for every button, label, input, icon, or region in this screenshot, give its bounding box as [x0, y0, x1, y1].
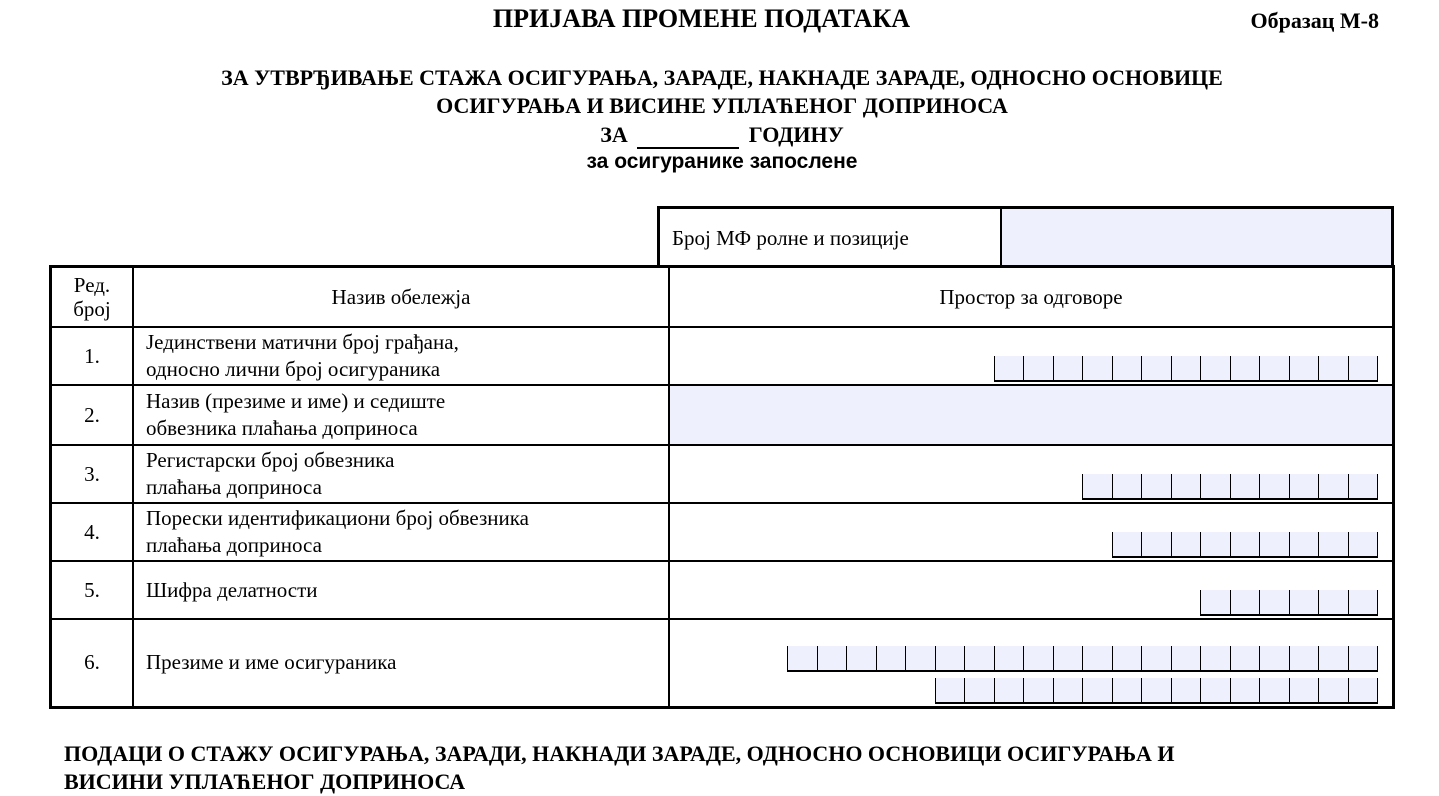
- char-box[interactable]: [965, 678, 995, 704]
- char-box[interactable]: [1113, 678, 1143, 704]
- subtitle-line-1: ЗА УТВРЂИВАЊЕ СТАЖА ОСИГУРАЊА, ЗАРАДЕ, НАКНАДЕ ЗАРАДЕ, ОДНОСНО ОСНОВИЦЕ: [221, 65, 1223, 90]
- char-box[interactable]: [1260, 474, 1290, 500]
- activity-code-input[interactable]: [1200, 590, 1378, 616]
- char-box[interactable]: [1024, 356, 1054, 382]
- char-box[interactable]: [847, 646, 877, 672]
- char-box[interactable]: [906, 646, 936, 672]
- char-box[interactable]: [1172, 678, 1202, 704]
- year-line: [0, 121, 1439, 149]
- char-box[interactable]: [1290, 678, 1320, 704]
- char-box[interactable]: [1024, 646, 1054, 672]
- char-box[interactable]: [1260, 678, 1290, 704]
- header-row-number: [51, 267, 134, 328]
- tax-id-input[interactable]: [1112, 532, 1379, 558]
- char-box[interactable]: [1172, 646, 1202, 672]
- row-label-line2: односно лични број осигураника: [146, 357, 441, 381]
- char-box[interactable]: [1290, 646, 1320, 672]
- table-row: [51, 327, 1394, 385]
- char-box[interactable]: [1349, 678, 1379, 704]
- char-box[interactable]: [1319, 678, 1349, 704]
- char-box[interactable]: [1349, 646, 1379, 672]
- row-number: 5.: [51, 561, 134, 619]
- char-box[interactable]: [818, 646, 848, 672]
- payer-name-input[interactable]: [669, 385, 1394, 445]
- table-row: [51, 445, 1394, 503]
- year-suffix: ГОДИНУ: [748, 122, 844, 147]
- year-prefix: ЗА: [600, 122, 628, 147]
- char-box[interactable]: [1201, 474, 1231, 500]
- row-number: 6.: [51, 619, 134, 707]
- row-label-line1: Регистарски број обвезника: [146, 448, 395, 472]
- char-box[interactable]: [1142, 474, 1172, 500]
- mf-roll-box: [657, 206, 1394, 266]
- row-label: [133, 385, 669, 445]
- char-box[interactable]: [1054, 646, 1084, 672]
- char-box[interactable]: [1054, 356, 1084, 382]
- answer-cell: [669, 619, 1394, 707]
- char-box[interactable]: [1201, 356, 1231, 382]
- char-box[interactable]: [1349, 532, 1379, 558]
- char-box[interactable]: [1290, 356, 1320, 382]
- char-box[interactable]: [1024, 678, 1054, 704]
- char-box[interactable]: [877, 646, 907, 672]
- year-input[interactable]: [637, 125, 739, 149]
- char-box[interactable]: [788, 646, 818, 672]
- row-label: [133, 327, 669, 385]
- table-row: [51, 385, 1394, 445]
- char-box[interactable]: [1349, 356, 1379, 382]
- char-box[interactable]: [1290, 590, 1320, 616]
- row-label-line1: Порески идентификациони број обвезника: [146, 506, 529, 530]
- header-num-line1: Ред.: [73, 273, 111, 297]
- header-field-name: Назив обележја: [133, 267, 669, 328]
- char-box[interactable]: [1349, 590, 1379, 616]
- mf-roll-input[interactable]: [1002, 209, 1391, 266]
- char-box[interactable]: [1260, 590, 1290, 616]
- section-heading-line2: ВИСИНИ УПЛАЋЕНОГ ДОПРИНОСА: [64, 769, 466, 794]
- char-box[interactable]: [1142, 356, 1172, 382]
- char-box[interactable]: [1290, 474, 1320, 500]
- subtitle-line-2: ОСИГУРАЊА И ВИСИНЕ УПЛАЋЕНОГ ДОПРИНОСА: [436, 93, 1008, 118]
- section-heading-line1: ПОДАЦИ О СТАЖУ ОСИГУРАЊА, ЗАРАДИ, НАКНАДИ ЗАРАДЕ, ОДНОСНО ОСНОВИЦИ ОСИГУРАЊА И: [64, 741, 1175, 766]
- form-title: ПРИЈАВА ПРОМЕНЕ ПОДАТАКА: [492, 4, 911, 33]
- char-box[interactable]: [1113, 474, 1143, 500]
- char-box[interactable]: [936, 646, 966, 672]
- answer-cell: [669, 445, 1394, 503]
- answer-cell: [669, 327, 1394, 385]
- char-box[interactable]: [1319, 646, 1349, 672]
- char-box[interactable]: [995, 356, 1025, 382]
- char-box[interactable]: [1290, 532, 1320, 558]
- char-box[interactable]: [1054, 678, 1084, 704]
- jmbg-input[interactable]: [994, 356, 1379, 382]
- table-header-row: [51, 267, 1394, 328]
- char-box[interactable]: [995, 646, 1025, 672]
- char-box[interactable]: [1113, 356, 1143, 382]
- row-number: 1.: [51, 327, 134, 385]
- row-number: 4.: [51, 503, 134, 561]
- row-label: [133, 445, 669, 503]
- char-box[interactable]: [1172, 356, 1202, 382]
- char-box[interactable]: [1231, 474, 1261, 500]
- table-row: [51, 561, 1394, 619]
- answer-cell: [669, 561, 1394, 619]
- section-heading: [64, 740, 1175, 796]
- insured-subtitle: за осигуранике запослене: [586, 150, 858, 173]
- char-box[interactable]: [1260, 646, 1290, 672]
- table-row: [51, 503, 1394, 561]
- char-box[interactable]: [1172, 532, 1202, 558]
- char-box[interactable]: [1113, 646, 1143, 672]
- char-box[interactable]: [1113, 532, 1143, 558]
- char-box[interactable]: [1142, 532, 1172, 558]
- insured-name-input-row1[interactable]: [787, 646, 1378, 672]
- registration-number-input[interactable]: [1082, 474, 1378, 500]
- char-box[interactable]: [1231, 356, 1261, 382]
- char-box[interactable]: [1083, 678, 1113, 704]
- row-label: [133, 503, 669, 561]
- char-box[interactable]: [1231, 532, 1261, 558]
- row-label-line1: Јединствени матични број грађана,: [146, 330, 459, 354]
- char-box[interactable]: [995, 678, 1025, 704]
- answer-cell: [669, 503, 1394, 561]
- row-label-line1: Назив (презиме и име) и седиште: [146, 389, 446, 413]
- row-number: 3.: [51, 445, 134, 503]
- char-box[interactable]: [965, 646, 995, 672]
- row-label-line1: Презиме и име осигураника: [146, 650, 397, 675]
- row-label-line2: плаћања доприноса: [146, 475, 322, 499]
- data-table: [49, 265, 1395, 709]
- char-box[interactable]: [1083, 474, 1113, 500]
- row-label-line1: Шифра делатности: [146, 577, 318, 602]
- char-box[interactable]: [1142, 678, 1172, 704]
- char-box[interactable]: [1231, 678, 1261, 704]
- char-box[interactable]: [1201, 532, 1231, 558]
- char-box[interactable]: [1319, 532, 1349, 558]
- char-box[interactable]: [1319, 474, 1349, 500]
- char-box[interactable]: [1201, 590, 1231, 616]
- char-box[interactable]: [1260, 532, 1290, 558]
- char-box[interactable]: [1231, 646, 1261, 672]
- row-label-line2: плаћања доприноса: [146, 533, 322, 557]
- table-row: [51, 619, 1394, 707]
- mf-roll-label: Број МФ ролне и позиције: [660, 209, 1002, 266]
- char-box[interactable]: [1083, 356, 1113, 382]
- row-number: 2.: [51, 385, 134, 445]
- char-box[interactable]: [1319, 356, 1349, 382]
- char-box[interactable]: [1201, 678, 1231, 704]
- header-answer-space: Простор за одговоре: [669, 267, 1394, 328]
- char-box[interactable]: [1231, 590, 1261, 616]
- row-label: [133, 561, 669, 619]
- char-box[interactable]: [1083, 646, 1113, 672]
- char-box[interactable]: [1349, 474, 1379, 500]
- char-box[interactable]: [936, 678, 966, 704]
- form-code: Образац М-8: [1250, 8, 1379, 33]
- char-box[interactable]: [1172, 474, 1202, 500]
- insured-name-input-row2[interactable]: [935, 678, 1379, 704]
- char-box[interactable]: [1201, 646, 1231, 672]
- char-box[interactable]: [1319, 590, 1349, 616]
- header-num-line2: број: [73, 297, 111, 321]
- row-label-line2: обвезника плаћања доприноса: [146, 416, 418, 440]
- row-label: [133, 619, 669, 707]
- char-box[interactable]: [1260, 356, 1290, 382]
- char-box[interactable]: [1142, 646, 1172, 672]
